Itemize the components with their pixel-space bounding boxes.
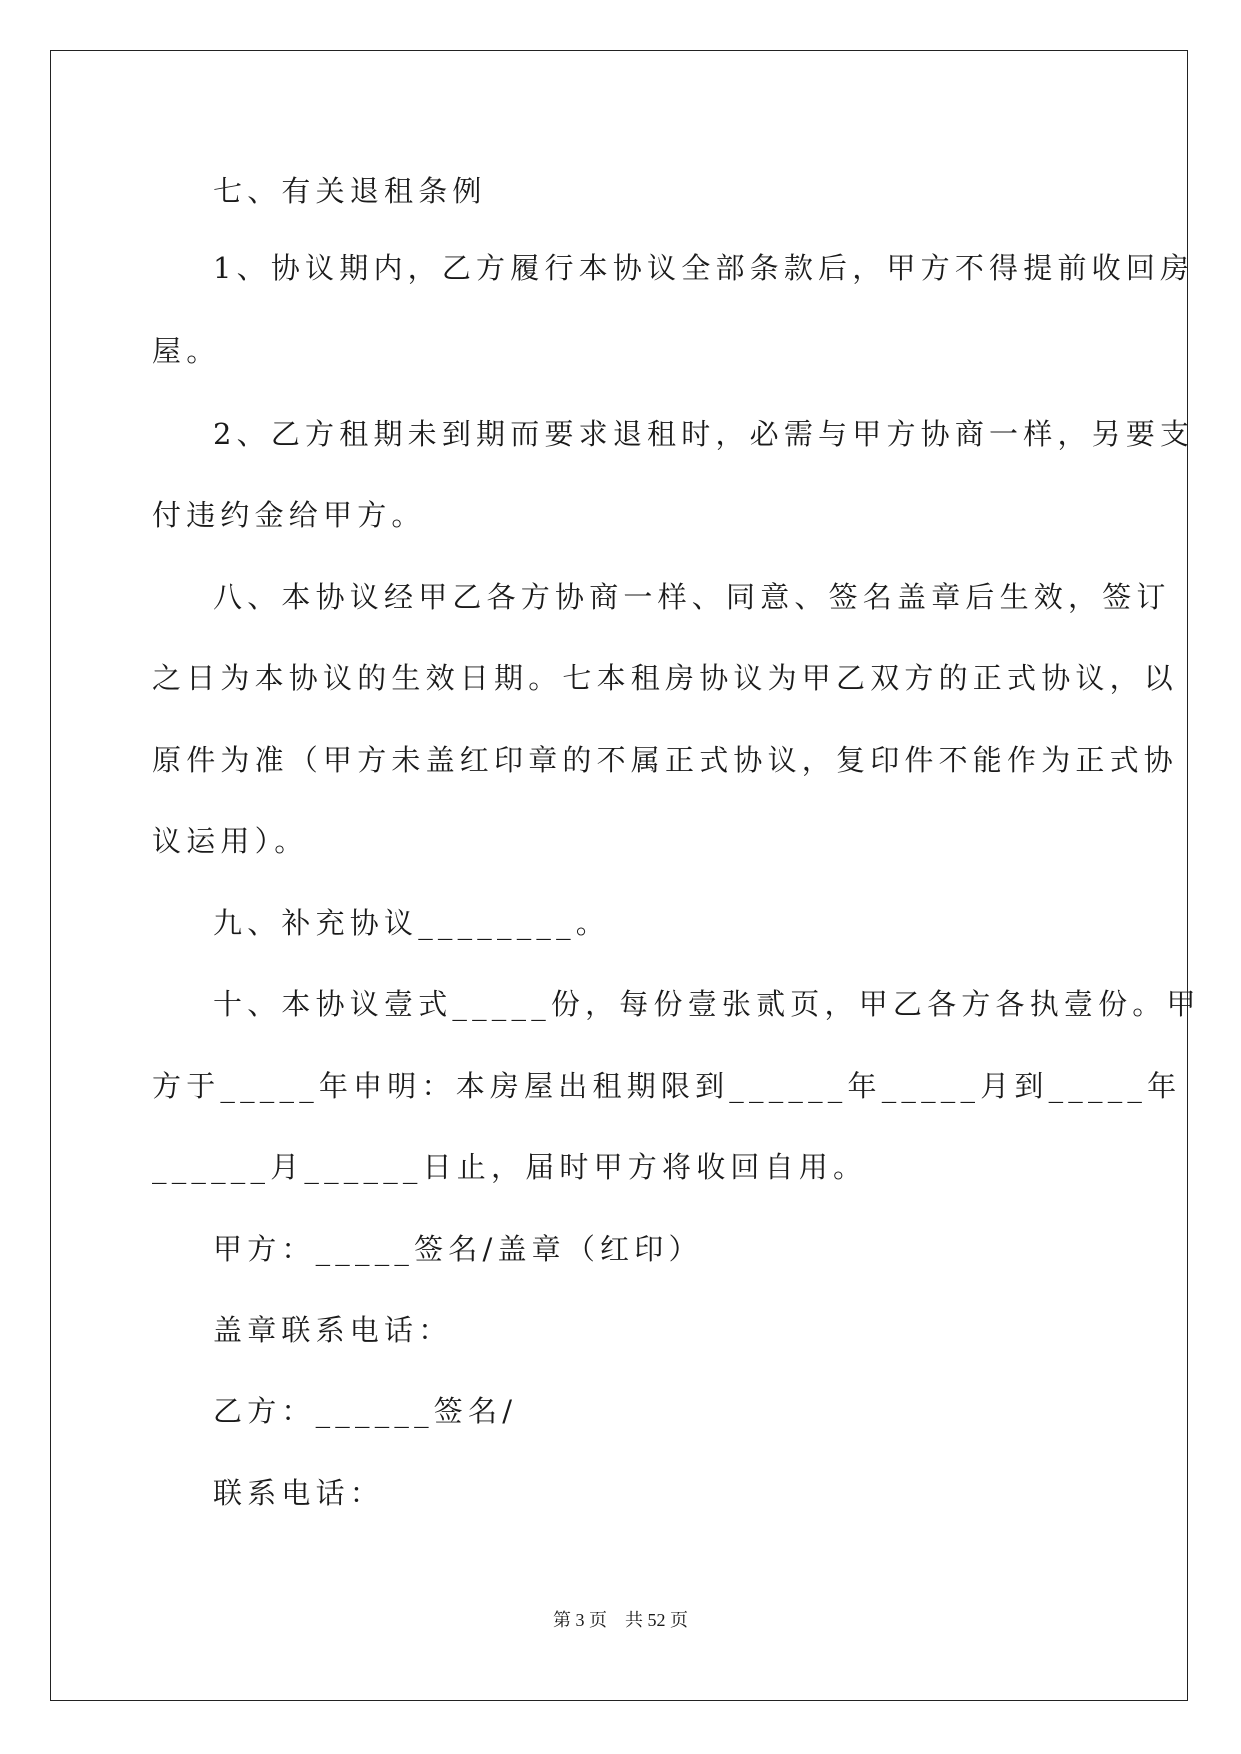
- paragraph-line: 原件为准（甲方未盖红印章的不属正式协议，复印件不能作为正式协: [152, 743, 1179, 777]
- paragraph-line: 付违约金给甲方。: [152, 498, 426, 532]
- paragraph-line: 1、协议期内，乙方履行本协议全部条款后，甲方不得提前收回房: [213, 251, 1195, 285]
- paragraph-line: 屋。: [152, 334, 221, 368]
- party-b-signature-line: 乙方：______签名/: [213, 1394, 518, 1428]
- paragraph-line: 议运用）。: [152, 824, 309, 858]
- paragraph-line: 九、补充协议________。: [213, 906, 611, 940]
- paragraph-line: 八、本协议经甲乙各方协商一样、同意、签名盖章后生效，签订: [213, 580, 1171, 614]
- page-number-footer: 第 3 页 共 52 页: [553, 1610, 688, 1630]
- paragraph-line: 十、本协议壹式_____份，每份壹张贰页，甲乙各方各执壹份。甲: [213, 987, 1201, 1021]
- page-border: [50, 50, 1201, 1701]
- party-b-phone-line: 联系电话：: [213, 1476, 385, 1510]
- paragraph-line: 2、乙方租期未到期而要求退租时，必需与甲方协商一样，另要支: [213, 417, 1195, 451]
- paragraph-line: 方于_____年申明：本房屋出租期限到______年_____月到_____年: [152, 1069, 1182, 1103]
- paragraph-line: ______月______日止，届时甲方将收回自用。: [152, 1150, 868, 1184]
- party-a-signature-line: 甲方：_____签名/盖章（红印）: [213, 1232, 703, 1266]
- party-a-phone-line: 盖章联系电话：: [213, 1313, 453, 1347]
- paragraph-line: 之日为本协议的生效日期。七本租房协议为甲乙双方的正式协议，以: [152, 661, 1179, 695]
- section-heading-7: 七、有关退租条例: [213, 174, 487, 208]
